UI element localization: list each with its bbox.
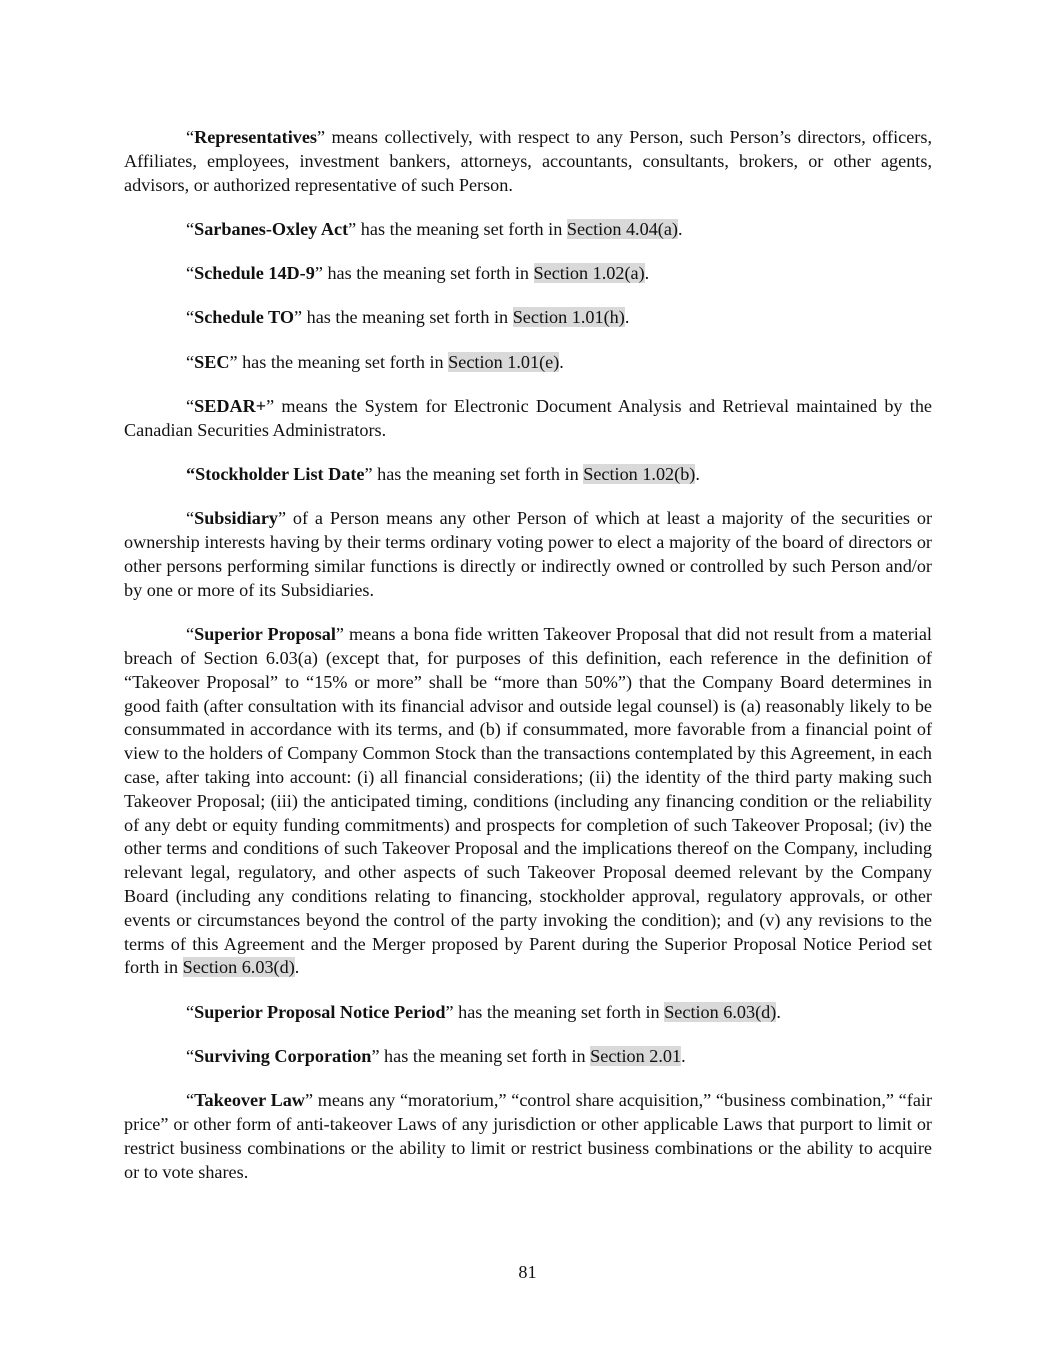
definition-representatives: “Representatives” means collectively, with respect to any Person, such Person’s directors, officers, Affiliates, employees, investment bankers, attorneys, accountants, consultants, brokers, or other agents, advisors, or authorized representative of such Person.	[124, 127, 932, 195]
document-body	[124, 126, 932, 1205]
defined-term: Takeover Law	[194, 1090, 305, 1111]
defined-term: Superior Proposal Notice Period	[194, 1001, 446, 1022]
defined-term: Schedule TO	[194, 307, 294, 328]
definition-sarbanes-oxley-act: “Sarbanes-Oxley Act” has the meaning set forth in Section 4.04(a).	[186, 218, 683, 239]
defined-term: SEDAR+	[194, 396, 267, 417]
definition-takeover-law: “Takeover Law” means any “moratorium,” “control share acquisition,” “business combination,” “fair price” or other form of anti-takeover Laws of any jurisdiction or other applicable Laws that purport to limit or restrict business combinations or the ability to limit or restrict business combinations or the ability to acquire or to vote shares.	[124, 1090, 932, 1182]
definition-stockholder-list-date: “Stockholder List Date” has the meaning set forth in Section 1.02(b).	[186, 464, 700, 485]
definition-surviving-corporation: “Surviving Corporation” has the meaning set forth in Section 2.01.	[186, 1045, 686, 1066]
section-reference[interactable]: Section 4.04(a)	[566, 218, 678, 239]
section-reference[interactable]: Section 1.02(a)	[533, 263, 645, 284]
defined-term: Representatives	[194, 127, 317, 147]
defined-term: Schedule 14D-9	[194, 263, 315, 284]
defined-term: Surviving Corporation	[194, 1045, 372, 1066]
definition-superior-proposal-notice-period: “Superior Proposal Notice Period” has the meaning set forth in Section 6.03(d).	[186, 1001, 781, 1022]
definition-superior-proposal: “Superior Proposal” means a bona fide written Takeover Proposal that did not result from a material breach of Section 6.03(a) (except that, for purposes of this definition, each reference in the definition of “Takeover Proposal” to “15% or more” shall be “more than 50%”) that the Company Board determines in good faith (after consultation with its financial advisor and outside legal counsel) is (a) reasonably likely to be consummated in accordance with its terms, and (b) if consummated, more favorable from a financial point of view to the holders of Company Common Stock than the transactions contemplated by this Agreement, in each case, after taking into account: (i) all financial considerations; (ii) the identity of the third party making such Takeover Proposal; (iii) the anticipated timing, conditions (including any financing condition or the reliability of any debt or equity funding commitments) and prospects for completion of such Takeover Proposal; (iv) the other terms and conditions of such Takeover Proposal and the implications thereof on the Company, including relevant legal, regulatory, and other aspects of such Takeover Proposal deemed relevant by the Company Board (including any conditions relating to financing, stockholder approval, regulatory approvals, or other events or circumstances beyond the control of the party invoking the condition); and (v) any revisions to the terms of this Agreement and the Merger proposed by Parent during the Superior Proposal Notice Period set forth in Section 6.03(d).	[124, 624, 932, 978]
section-reference[interactable]: Section 2.01	[590, 1045, 682, 1066]
defined-term: “Stockholder List Date	[186, 464, 365, 485]
section-reference[interactable]: Section 6.03(d)	[182, 957, 295, 978]
definition-sec: “SEC” has the meaning set forth in Section 1.01(e).	[186, 351, 564, 372]
definition-sedar-plus: “SEDAR+” means the System for Electronic Document Analysis and Retrieval maintained by the Canadian Securities Administrators.	[124, 396, 932, 440]
defined-term: SEC	[194, 351, 230, 372]
defined-term: Sarbanes-Oxley Act	[194, 218, 349, 239]
section-reference[interactable]: Section 1.01(e)	[448, 351, 560, 372]
defined-term: Superior Proposal	[194, 624, 336, 645]
definition-schedule-14d-9: “Schedule 14D-9” has the meaning set forth in Section 1.02(a).	[186, 263, 650, 284]
page-number: 81	[518, 1262, 537, 1282]
section-reference[interactable]: Section 1.01(h)	[512, 307, 625, 328]
definition-schedule-to: “Schedule TO” has the meaning set forth in Section 1.01(h).	[186, 307, 630, 328]
section-reference[interactable]: Section 6.03(d)	[664, 1001, 777, 1022]
defined-term: Subsidiary	[194, 508, 278, 529]
definition-subsidiary: “Subsidiary” of a Person means any other Person of which at least a majority of the securities or ownership interests having by their terms ordinary voting power to elect a majority of the board of directors or other persons performing similar functions is directly or indirectly owned or controlled by such Person and/or by one or more of its Subsidiaries.	[124, 508, 932, 600]
section-reference[interactable]: Section 1.02(b)	[583, 464, 696, 485]
